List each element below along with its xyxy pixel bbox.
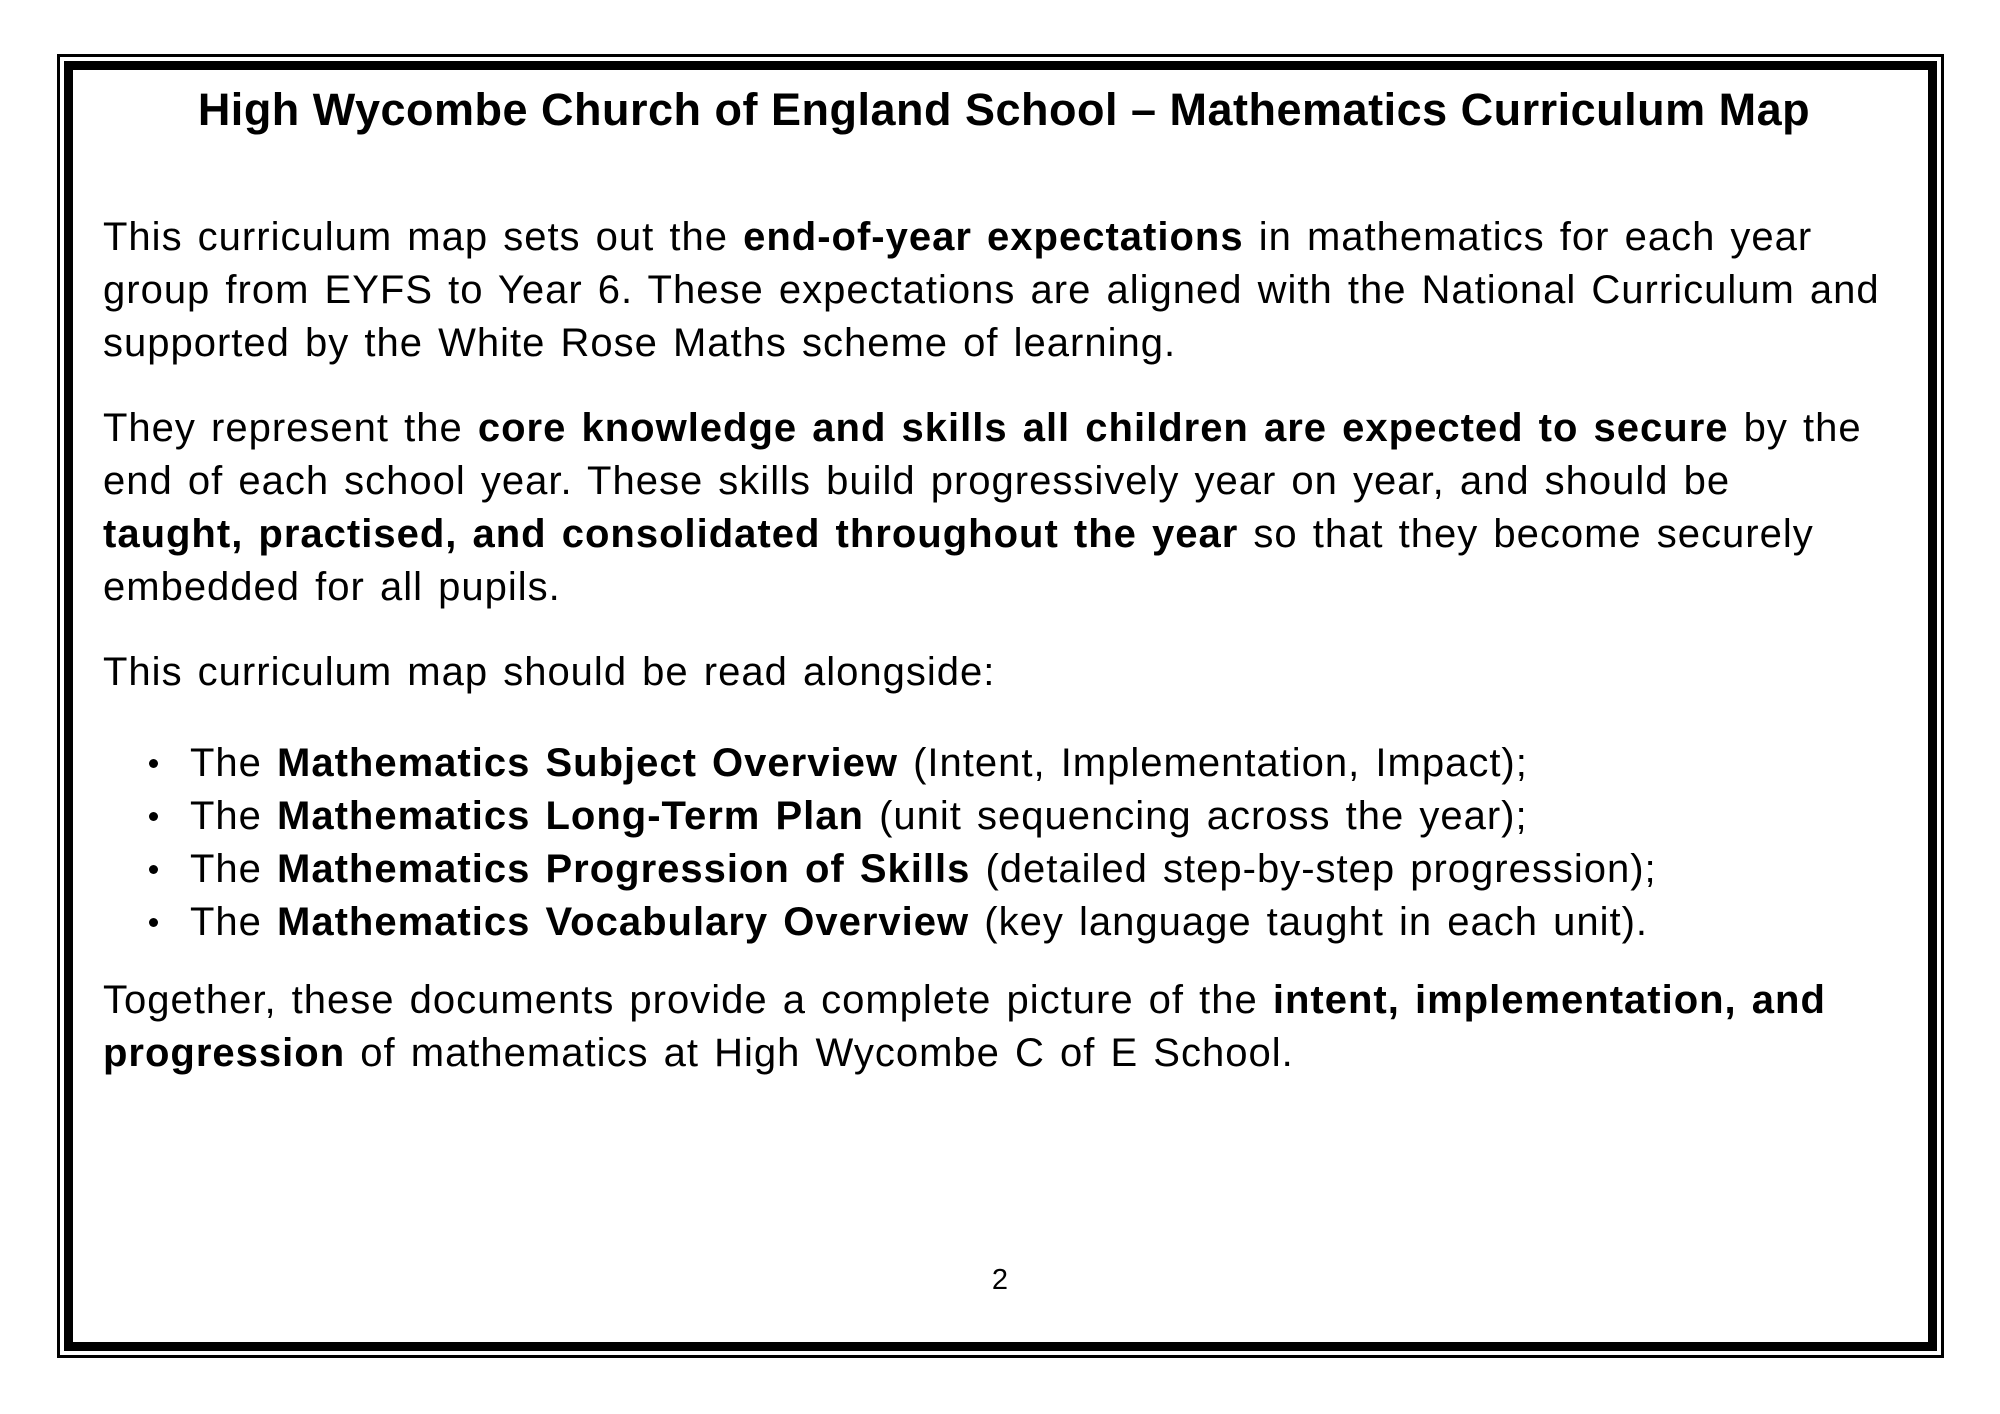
bullet-icon xyxy=(149,759,158,768)
text-run: The xyxy=(190,847,278,891)
text-run: so that they become securely embedded for all pupils. xyxy=(103,512,1814,609)
list-item-text xyxy=(190,896,1648,949)
paragraph-core-knowledge xyxy=(103,402,1883,614)
bullet-list xyxy=(103,737,1883,949)
text-run-bold: taught, practised, and consolidated throughout the year xyxy=(103,512,1239,556)
bullet-icon xyxy=(149,918,158,927)
text-run: This curriculum map should be read alongside: xyxy=(103,650,996,694)
paragraph-read-alongside xyxy=(103,646,1883,699)
text-run: The xyxy=(190,794,278,838)
text-run: This curriculum map sets out the xyxy=(103,215,744,259)
text-run-bold: Mathematics Progression of Skills xyxy=(277,847,971,891)
text-run: They represent the xyxy=(103,406,478,450)
page-border-frame xyxy=(57,54,1944,1358)
text-run: (detailed step-by-step progression); xyxy=(970,847,1657,891)
document-content xyxy=(73,82,1928,1080)
list-item xyxy=(103,896,1883,949)
text-run: The xyxy=(190,900,278,944)
text-run-bold: end-of-year expectations xyxy=(743,215,1244,259)
text-run: The xyxy=(190,741,278,785)
text-run: (Intent, Implementation, Impact); xyxy=(897,741,1528,785)
text-run-bold: Mathematics Subject Overview xyxy=(277,741,898,785)
text-run: in mathematics for each year group from EYFS to Year 6. These expectations are aligned with the National Curriculum and supported by the White Rose Maths scheme of learning. xyxy=(103,215,1880,365)
paragraph-summary xyxy=(103,974,1883,1080)
text-run-bold: core knowledge and skills all children are expected to secure xyxy=(477,406,1729,450)
page-title: High Wycombe Church of England School – Mathematics Curriculum Map xyxy=(197,84,1811,135)
text-run-bold: Mathematics Long-Term Plan xyxy=(277,794,864,838)
page-number: 2 xyxy=(991,1264,1009,1296)
paragraph-intro xyxy=(103,211,1883,370)
list-item xyxy=(103,737,1883,790)
list-item xyxy=(103,843,1883,896)
text-run-bold: Mathematics Vocabulary Overview xyxy=(277,900,970,944)
bullet-icon xyxy=(149,865,158,874)
text-run: of mathematics at High Wycombe C of E School. xyxy=(345,1031,1294,1075)
list-item-text xyxy=(190,737,1528,790)
text-run: Together, these documents provide a complete picture of the xyxy=(103,978,1273,1022)
bullet-icon xyxy=(149,812,158,821)
text-run-bold: intent, implementation, and progression xyxy=(103,978,1826,1075)
page-border-inner xyxy=(64,61,1937,1351)
text-run: (key language taught in each unit). xyxy=(969,900,1649,944)
list-item xyxy=(103,790,1883,843)
text-run: by the end of each school year. These skills build progressively year on year, and should be xyxy=(103,406,1862,503)
list-item-text xyxy=(190,843,1657,896)
list-item-text xyxy=(190,790,1528,843)
text-run: (unit sequencing across the year); xyxy=(863,794,1528,838)
